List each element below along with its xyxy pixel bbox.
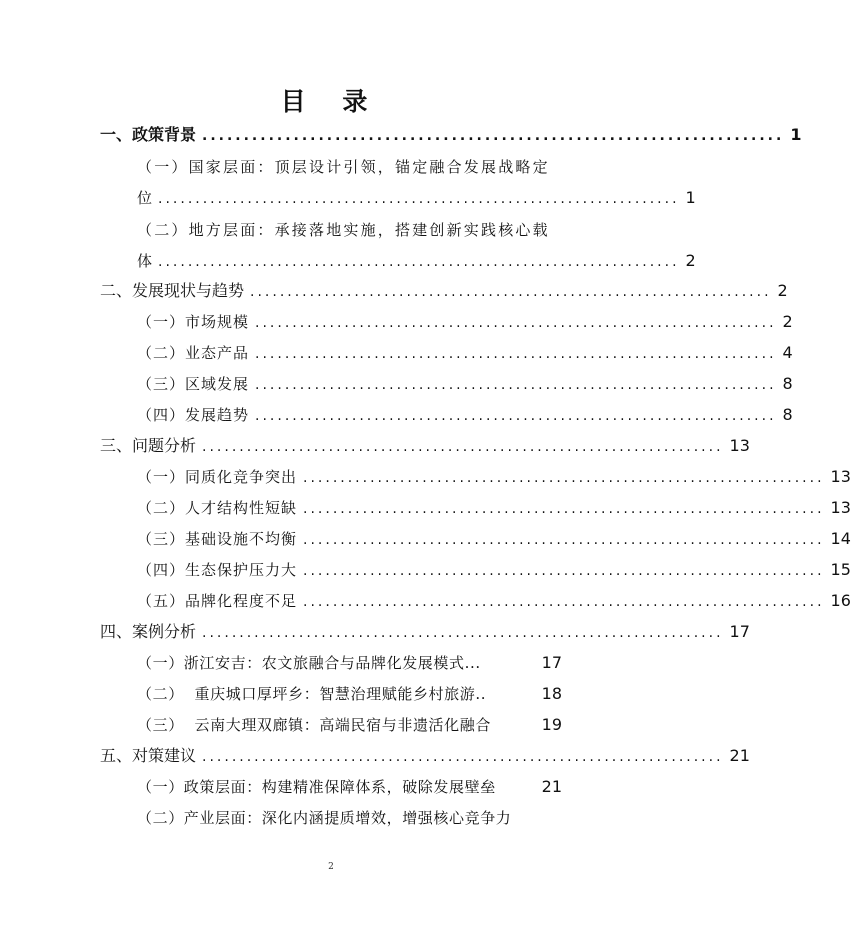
toc-entry-text: 四、案例分析 [100, 622, 197, 641]
toc-leader-dots: ...................................................................... [202, 625, 724, 641]
toc-entry-text: 体 [137, 252, 153, 270]
toc-entry[interactable] [137, 772, 562, 802]
toc-page-number: 17 [729, 622, 750, 641]
toc-entry-text: （一）国家层面：顶层设计引领，锚定融合发展战略定 [137, 158, 550, 176]
toc-entry-text: 三、问题分析 [100, 436, 197, 455]
toc-leader-dots: ...................................................................... [303, 470, 825, 486]
toc-page-number: 13 [830, 467, 851, 486]
toc-entry[interactable] [137, 586, 851, 616]
toc-entry[interactable] [137, 400, 793, 430]
toc-leader-dots: ...................................................................... [158, 191, 680, 207]
page-title: 目 录 [280, 87, 382, 116]
toc-entry-text: （一）市场规模 [137, 313, 250, 331]
toc-leader-dots: ...................................................................... [255, 408, 777, 424]
toc-entry-text: 五、对策建议 [100, 746, 197, 765]
toc-entry-text: 二、发展现状与趋势 [100, 281, 245, 300]
toc-leader-dots: ...................................................................... [303, 501, 825, 517]
toc-entry[interactable] [100, 276, 788, 306]
toc-page-number: 13 [830, 498, 851, 517]
toc-page-number: 16 [830, 591, 851, 610]
toc-entry[interactable] [137, 555, 851, 585]
toc-page-number: 21 [729, 746, 750, 765]
toc-page-number: 8 [782, 374, 793, 393]
toc-entry-continuation[interactable] [137, 183, 696, 213]
toc-entry-text: （五）品牌化程度不足 [137, 592, 298, 610]
toc-entry-text: （二）业态产品 [137, 344, 250, 362]
toc-leader-dots: ...................................................................... [250, 284, 772, 300]
toc-leader-dots: ...................................................................... [303, 563, 825, 579]
toc-entry[interactable] [137, 710, 562, 740]
toc-leader-dots: ...................................................................... [303, 594, 825, 610]
toc-entry-text: （二）产业层面：深化内涵提质增效，增强核心竞争力 [137, 809, 512, 827]
toc-page-number: 1 [685, 188, 696, 207]
toc-entry[interactable] [100, 431, 750, 461]
toc-page-number: 2 [782, 312, 793, 331]
toc-page-number: 2 [685, 251, 696, 270]
toc-entry-text: （一）同质化竞争突出 [137, 468, 298, 486]
toc-page-number: 19 [541, 715, 562, 734]
toc-entry[interactable] [100, 120, 802, 150]
toc-entry[interactable] [137, 369, 793, 399]
toc-entry-text: （一）政策层面：构建精准保障体系，破除发展壁垒 [137, 778, 496, 796]
toc-leader-dots: ...................................................................... [202, 128, 785, 144]
toc-entry-text: 位 [137, 189, 153, 207]
toc-page-number: 2 [777, 281, 788, 300]
toc-entry[interactable] [137, 215, 562, 245]
toc-entry-text: （四）生态保护压力大 [137, 561, 298, 579]
toc-page-number: 8 [782, 405, 793, 424]
toc-page-number: 13 [729, 436, 750, 455]
toc-entry[interactable] [137, 803, 562, 833]
toc-leader-dots: ...................................................................... [255, 377, 777, 393]
toc-entry-text: （二） 重庆城口厚坪乡：智慧治理赋能乡村旅游.. [137, 685, 487, 703]
toc-page-number: 15 [830, 560, 851, 579]
toc-entry-text: （二）人才结构性短缺 [137, 499, 298, 517]
toc-entry-text: （三）基础设施不均衡 [137, 530, 298, 548]
toc-page-number: 17 [541, 653, 562, 672]
toc-entry[interactable] [100, 617, 750, 647]
toc-entry-text: （四）发展趋势 [137, 406, 250, 424]
toc-page-number: 1 [790, 125, 802, 144]
toc-entry[interactable] [137, 524, 851, 554]
toc-leader-dots: ...................................................................... [303, 532, 825, 548]
toc-leader-dots: ...................................................................... [255, 315, 777, 331]
toc-entry[interactable] [137, 152, 562, 182]
toc-entry-text: （二）地方层面：承接落地实施，搭建创新实践核心载 [137, 221, 550, 239]
toc-leader-dots: ...................................................................... [255, 346, 777, 362]
toc-entry[interactable] [137, 493, 851, 523]
toc-entry[interactable] [100, 741, 750, 771]
toc-entry-text: （三）区域发展 [137, 375, 250, 393]
toc-entry[interactable] [137, 307, 793, 337]
toc-entry[interactable] [137, 462, 851, 492]
toc-leader-dots: ...................................................................... [202, 439, 724, 455]
toc-page-number: 4 [782, 343, 793, 362]
toc-entry-text: 一、政策背景 [100, 125, 197, 144]
toc-entry[interactable] [137, 679, 562, 709]
toc-page-number: 14 [830, 529, 851, 548]
toc-entry[interactable] [137, 648, 562, 678]
toc-entry-text: （三） 云南大理双廊镇：高端民宿与非遗活化融合 [137, 716, 491, 734]
toc-leader-dots: ...................................................................... [158, 254, 680, 270]
page-number-footer: 2 [328, 862, 334, 872]
toc-leader-dots: ...................................................................... [202, 749, 724, 765]
toc-entry[interactable] [137, 338, 793, 368]
toc-entry-continuation[interactable] [137, 246, 696, 276]
toc-page-number: 21 [541, 777, 562, 796]
toc-page-number: 18 [541, 684, 562, 703]
toc-entry-text: （一）浙江安吉：农文旅融合与品牌化发展模式... [137, 654, 481, 672]
